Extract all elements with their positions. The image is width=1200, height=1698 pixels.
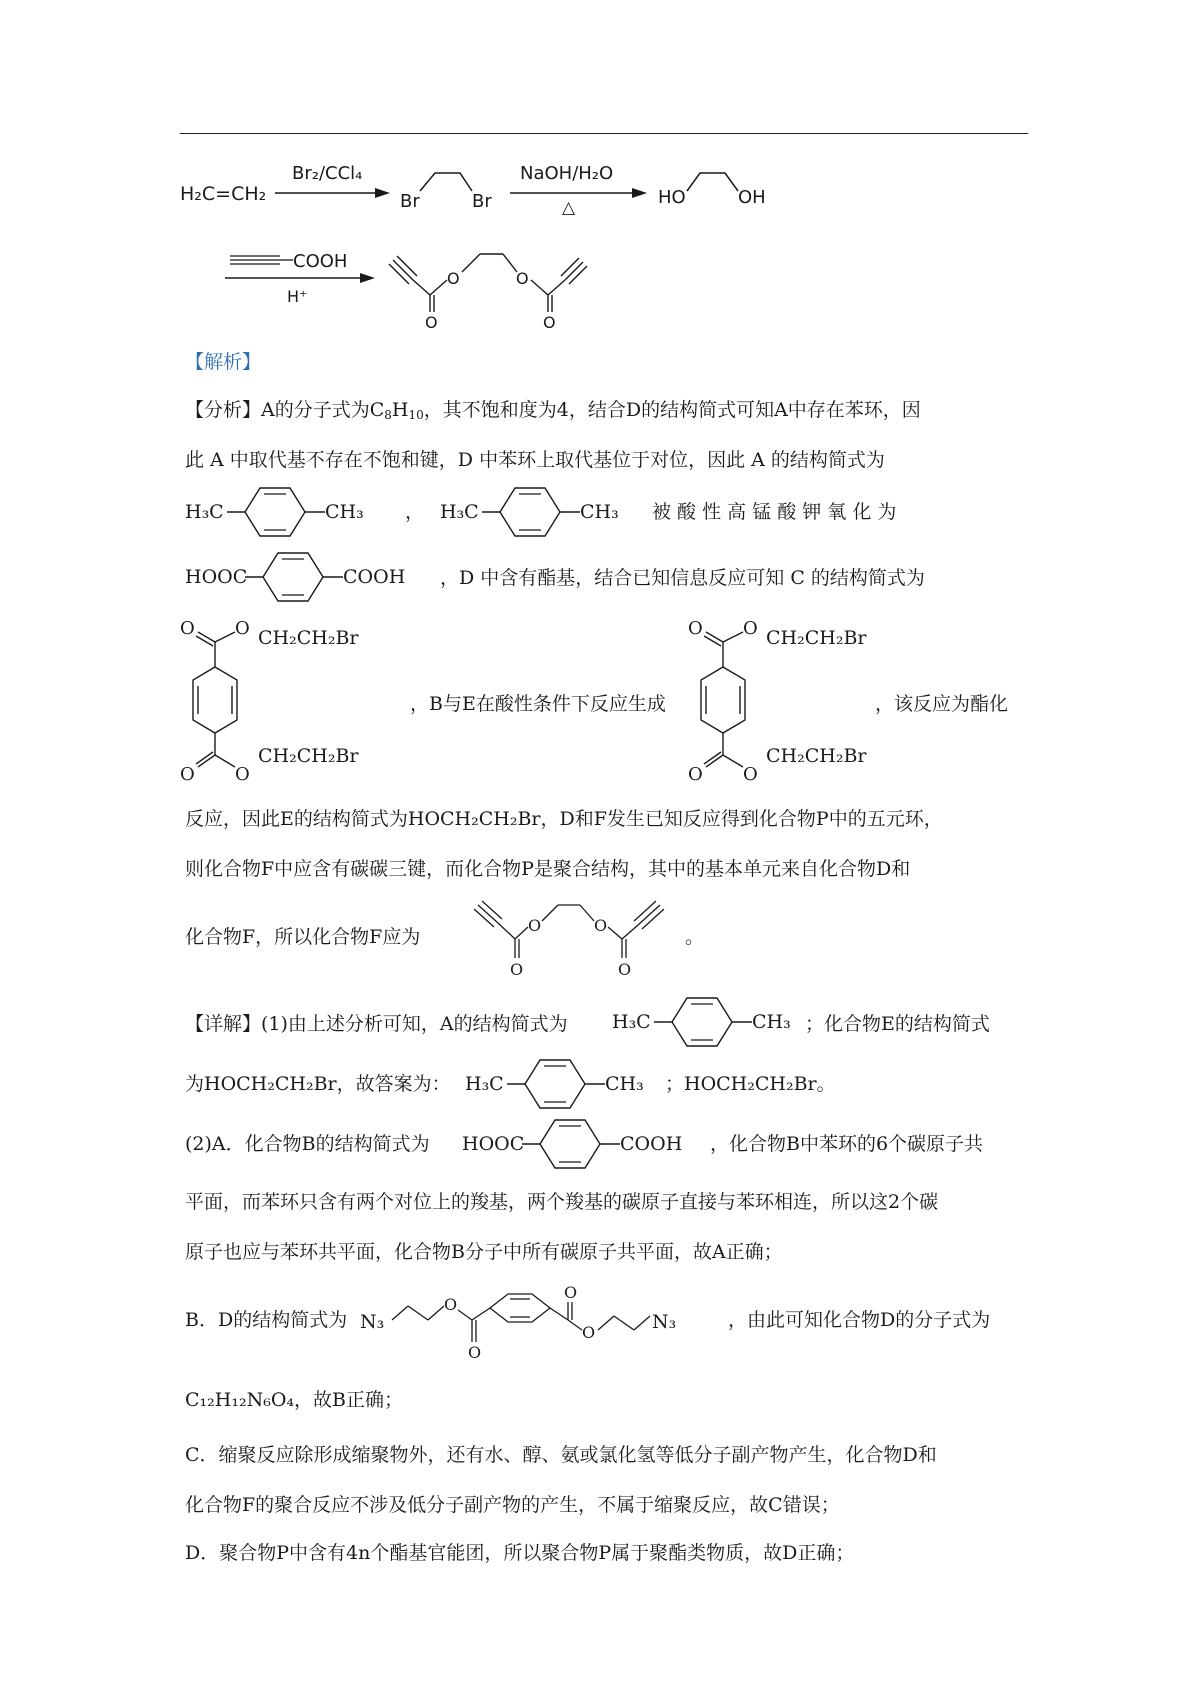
svg-text:O: O (510, 960, 524, 979)
svg-text:H₃C: H₃C (185, 501, 224, 523)
svg-text:O: O (180, 618, 195, 639)
svg-text:CH₃: CH₃ (325, 501, 364, 523)
dibromide-br-left: Br (400, 191, 420, 212)
svg-text:CH₂CH₂Br: CH₂CH₂Br (258, 627, 359, 649)
detail-line-11-b: ，化合物B中苯环的6个碳原子共 (710, 1133, 984, 1155)
svg-text:H₃C: H₃C (465, 1073, 504, 1095)
svg-text:COOH: COOH (343, 566, 406, 588)
svg-text:CH₃: CH₃ (752, 1011, 791, 1033)
svg-text:CH₂CH₂Br: CH₂CH₂Br (258, 745, 359, 767)
terephthalic-acid-structure (185, 545, 435, 605)
terephthalic-acid-structure-2 (462, 1112, 712, 1172)
glycol-ho: HO (658, 187, 686, 208)
detail-line-14-a: B．D的结构简式为 (185, 1309, 348, 1331)
section-label: 【解析】 (185, 351, 262, 373)
product-f-o4: O (543, 313, 556, 332)
svg-text:O: O (594, 916, 608, 935)
product-f-structure (389, 254, 587, 312)
svg-text:O: O (235, 764, 250, 785)
comma: ， (405, 501, 425, 523)
reaction-scheme-1 (180, 155, 860, 218)
svg-text:O: O (688, 618, 703, 639)
analysis-line-6: 反应，因此E的结构简式为HOCH₂CH₂Br，D和F发生已知反应得到化合物P中的五元环， (185, 808, 943, 830)
svg-text:N₃: N₃ (360, 1311, 385, 1333)
compound-d-structure (360, 1280, 725, 1380)
svg-text:CH₃: CH₃ (605, 1073, 644, 1095)
analysis-line-5-mid: ，B与E在酸性条件下反应生成 (410, 693, 666, 715)
svg-text:HOOC: HOOC (462, 1133, 525, 1155)
reaction-scheme-2 (225, 240, 705, 330)
glycol-chain (687, 173, 738, 191)
svg-text:COOH: COOH (620, 1133, 683, 1155)
svg-text:O: O (582, 1323, 596, 1342)
header-rule (180, 133, 1028, 134)
svg-text:O: O (468, 1343, 482, 1362)
svg-text:O: O (688, 764, 703, 785)
svg-text:O: O (743, 618, 758, 639)
arrow-icon (360, 273, 375, 283)
compound-d-formula: C₁₂H₁₂N₆O₄ (185, 1389, 295, 1411)
analysis-line-2: 此 A 中取代基不存在不饱和键，D 中苯环上取代基位于对位，因此 A 的结构简式为 (185, 449, 885, 471)
detail-line-9-b: ；化合物E的结构简式 (805, 1013, 990, 1035)
svg-text:O: O (235, 618, 250, 639)
analysis-line-1: 【分析】A的分子式为$C_8H_{10}$，其不饱和度为4，结合D的结构简式可知A中存在苯环，因 (185, 399, 921, 422)
arrow-icon (632, 188, 647, 198)
analysis-line-8-a: 化合物F，所以化合物F应为 (185, 926, 421, 948)
p-xylene-structure-4 (465, 1052, 665, 1112)
detail-line-17: 化合物F的聚合反应不涉及低分子副产物的产生，不属于缩聚反应，故C错误； (185, 1494, 840, 1516)
heat-icon: △ (562, 198, 576, 218)
reagent-br2: Br₂/CCl₄ (292, 163, 363, 184)
svg-text:CH₂CH₂Br: CH₂CH₂Br (766, 745, 867, 767)
svg-text:H₃C: H₃C (440, 501, 479, 523)
svg-text:O: O (444, 1295, 458, 1314)
product-f-o2: O (425, 313, 438, 332)
arrow-icon (375, 188, 390, 198)
svg-text:O: O (743, 764, 758, 785)
product-f-o3: O (516, 269, 529, 288)
analysis-line-8-b: 。 (685, 926, 705, 948)
svg-text:O: O (618, 960, 632, 979)
analysis-line-7: 则化合物F中应含有碳碳三键，而化合物P是聚合结构，其中的基本单元来自化合物D和 (185, 858, 911, 880)
svg-text:CH₃: CH₃ (580, 501, 619, 523)
svg-text:N₃: N₃ (652, 1311, 677, 1333)
detail-line-18: D．聚合物P中含有4n个酯基官能团，所以聚合物P属于聚酯类物质，故D正确； (185, 1542, 855, 1564)
reagent-naoh: NaOH/H₂O (520, 163, 614, 184)
glycol-oh: OH (738, 187, 766, 208)
p-xylene-structure-2 (440, 480, 640, 540)
p-xylene-structure-3 (612, 990, 812, 1050)
svg-text:O: O (564, 1283, 578, 1302)
reagent-propiolic-acid: COOH (293, 251, 348, 272)
detail-line-10-a: 为HOCH₂CH₂Br，故答案为： (185, 1073, 451, 1095)
svg-text:CH₂CH₂Br: CH₂CH₂Br (766, 627, 867, 649)
compound-c-structure-1 (180, 612, 410, 787)
dibromide-br-right: Br (472, 191, 492, 212)
detail-line-16: C．缩聚反应除形成缩聚物外，还有水、醇、氨或氯化氢等低分子副产物产生，化合物D和 (185, 1444, 937, 1466)
detail-line-15: C₁₂H₁₂N₆O₄，故B正确； (185, 1389, 403, 1411)
svg-text:O: O (528, 916, 542, 935)
svg-text:O: O (180, 764, 195, 785)
svg-text:H₃C: H₃C (612, 1011, 651, 1033)
acid-catalyst: H⁺ (287, 287, 308, 306)
dibromide-chain (420, 173, 472, 191)
detail-line-9-a: 【详解】(1)由上述分析可知，A的结构简式为 (185, 1013, 568, 1035)
analysis-line-5-tail: ，该反应为酯化 (875, 693, 1009, 715)
detail-line-11-a: (2)A．化合物B的结构简式为 (185, 1133, 430, 1155)
detail-line-10-b: ；HOCH₂CH₂Br。 (665, 1073, 836, 1095)
detail-line-13: 原子也应与苯环共平面，化合物B分子中所有碳原子共平面，故A正确； (185, 1241, 783, 1263)
compound-f-structure (470, 893, 680, 983)
product-f-o1: O (447, 269, 460, 288)
analysis-line-3-tail: 被 酸 性 高 锰 酸 钾 氧 化 为 (652, 501, 897, 523)
p-xylene-structure-1 (185, 480, 385, 540)
analysis-line-4-tail: ，D 中含有酯基，结合已知信息反应可知 C 的结构简式为 (440, 567, 925, 589)
detail-line-14-b: ，由此可知化合物D的分子式为 (728, 1309, 991, 1331)
ethene-formula: H₂C=CH₂ (180, 183, 267, 205)
svg-text:HOOC: HOOC (185, 566, 248, 588)
detail-line-12: 平面，而苯环只含有两个对位上的羧基，两个羧基的碳原子直接与苯环相连，所以这2个碳 (185, 1191, 939, 1213)
